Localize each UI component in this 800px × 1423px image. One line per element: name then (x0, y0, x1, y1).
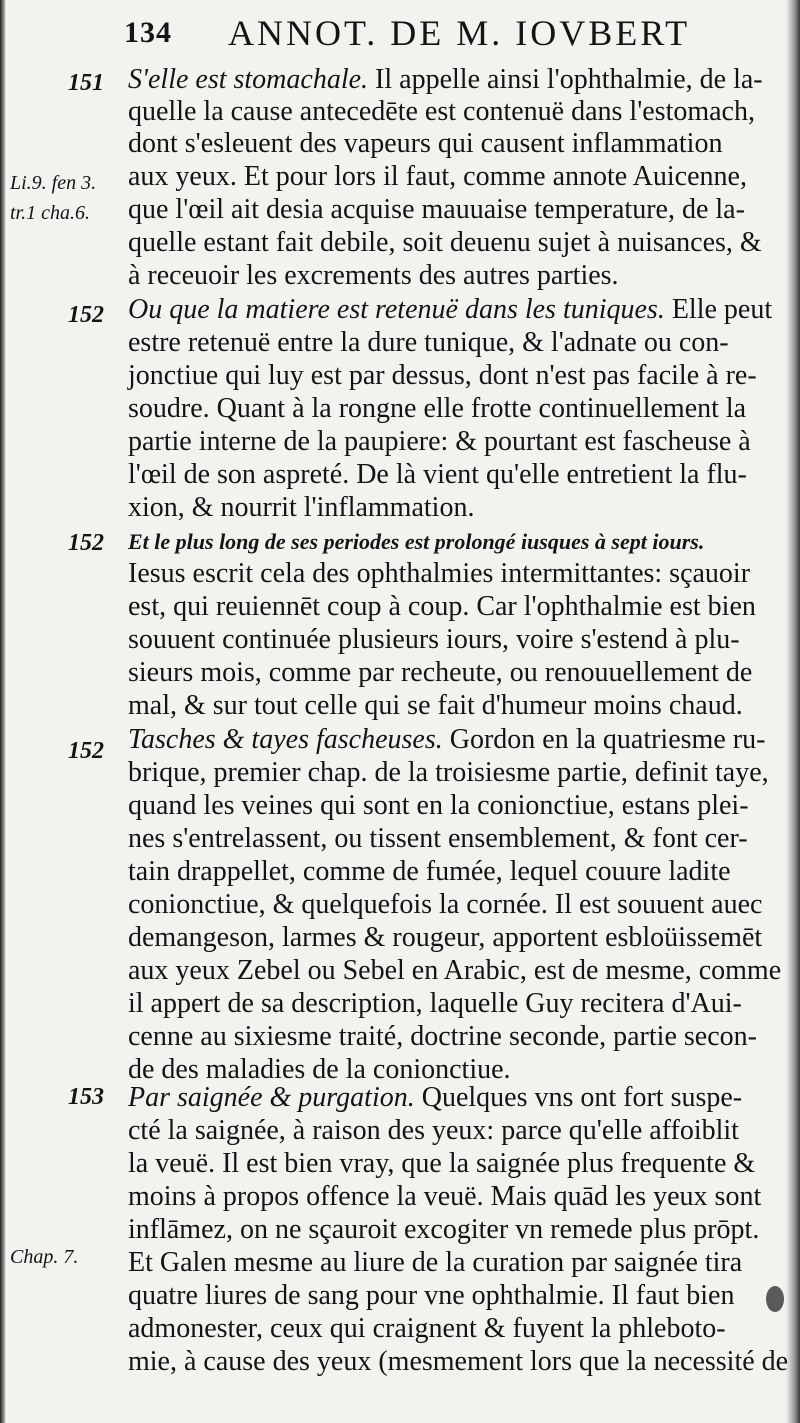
text-line: est, qui reuiennēt coup à coup. Car l'ophthalmie est bien (128, 591, 756, 622)
margin-note-number: 152 (68, 530, 104, 556)
note-lemma: Et le plus long de ses periodes est prolongé iusques à sept iours. (128, 529, 705, 554)
text-line: nes s'entrelassent, ou tissent ensemblement, & font cer- (128, 823, 748, 854)
text-line: de des maladies de la conionctiue. (128, 1054, 511, 1085)
text-line: quatre liures de sang pour vne ophthalmie. Il faut bien (128, 1280, 735, 1311)
text-line: cté la saignée, à raison des yeux: parce qu'elle affoiblit (128, 1115, 739, 1146)
note-text: Elle peut (671, 294, 773, 325)
page-binding-shadow (0, 0, 6, 1423)
running-title: ANNOT. DE M. IOVBERT (228, 13, 691, 53)
text-line (128, 1082, 742, 1114)
text-line: soudre. Quant à la rongne elle frotte continuellement la (128, 393, 747, 424)
note-lemma: Tasches & tayes fascheuses. (128, 724, 443, 755)
text-line: quelle estant fait debile, soit deuenu sujet à nuisances, & (128, 227, 762, 258)
running-head (124, 12, 691, 53)
page-number: 134 (124, 16, 172, 49)
margin-reference: Chap. 7. (10, 1246, 79, 1268)
text-line (128, 724, 765, 756)
text-line: demangeson, larmes & rougeur, apportent esbloüissemēt (128, 922, 763, 953)
margin-note-number: 152 (68, 302, 104, 328)
note-lemma: S'elle est stomachale. (128, 64, 369, 95)
text-line: souuent continuée plusieurs iours, voire s'estend à plu- (128, 624, 740, 655)
text-line: dont s'esleuent des vapeurs qui causent inflammation (128, 128, 723, 159)
margin-note-number: 152 (68, 738, 104, 764)
text-line: estre retenuë entre la dure tunique, & l'adnate ou con- (128, 327, 729, 358)
text-line: sieurs mois, comme par recheute, ou renouuellement de (128, 657, 753, 688)
text-line: inflāmez, on ne sçauroit excogiter vn remede plus prōpt. (128, 1214, 760, 1245)
note-text: Il appelle ainsi l'ophthalmie, de la- (375, 64, 763, 95)
margin-note-number: 151 (68, 70, 104, 96)
text-line (128, 64, 763, 96)
text-line: à receuoir les excrements des autres parties. (128, 260, 619, 291)
text-line: xion, & nourrit l'inflammation. (128, 492, 475, 523)
text-line: aux yeux. Et pour lors il faut, comme annote Auicenne, (128, 161, 747, 192)
note-lemma: Ou que la matiere est retenuë dans les tuniques. (128, 294, 665, 325)
margin-note-number: 153 (68, 1084, 104, 1110)
note-text: Gordon en la quatriesme ru- (449, 724, 766, 755)
text-line: la veuë. Il est bien vray, que la saignée plus frequente & (128, 1148, 756, 1179)
text-line: cenne au sixiesme traité, doctrine seconde, partie secon- (128, 1021, 757, 1052)
margin-reference: Li.9. fen 3. (10, 172, 97, 194)
text-line: il appert de sa description, laquelle Guy recitera d'Aui- (128, 988, 742, 1019)
text-line: mie, à cause des yeux (mesmement lors que la necessité de (128, 1346, 789, 1377)
text-line: Iesus escrit cela des ophthalmies intermittantes: sçauoir (128, 558, 751, 589)
ink-blot (766, 1286, 784, 1312)
text-line: brique, premier chap. de la troisiesme partie, definit taye, (128, 757, 769, 788)
margin-reference: tr.1 cha.6. (10, 202, 90, 224)
text-line: tain drappellet, comme de fumée, lequel couure ladite (128, 856, 731, 887)
text-line: conionctiue, & quelquefois la cornée. Il est souuent auec (128, 889, 763, 920)
text-line (128, 526, 704, 558)
text-line: quand les veines qui sont en la conionctiue, estans plei- (128, 790, 749, 821)
text-line: Et Galen mesme au liure de la curation par saignée tira (128, 1247, 743, 1278)
text-line (128, 294, 772, 326)
text-line: moins à propos offence la veuë. Mais quād les yeux sont (128, 1181, 762, 1212)
text-line: quelle la cause antecedēte est contenuë dans l'estomach, (128, 96, 755, 127)
text-line: aux yeux Zebel ou Sebel en Arabic, est de mesme, comme (128, 955, 782, 986)
text-line: l'œil de son aspreté. De là vient qu'elle entretient la flu- (128, 459, 747, 490)
note-lemma: Par saignée & purgation. (128, 1082, 415, 1113)
text-line: admonester, ceux qui craignent & fuyent la phleboto- (128, 1313, 726, 1344)
text-line: partie interne de la paupiere: & pourtant est fascheuse à (128, 426, 751, 457)
text-line: mal, & sur tout celle qui se fait d'humeur moins chaud. (128, 690, 743, 721)
note-text: Quelques vns ont fort suspe- (421, 1082, 743, 1113)
text-line: jonctiue qui luy est par dessus, dont n'est pas facile à re- (128, 360, 757, 391)
text-line: que l'œil ait desia acquise mauuaise temperature, de la- (128, 194, 745, 225)
page-outer-edge-shadow (786, 0, 800, 1423)
